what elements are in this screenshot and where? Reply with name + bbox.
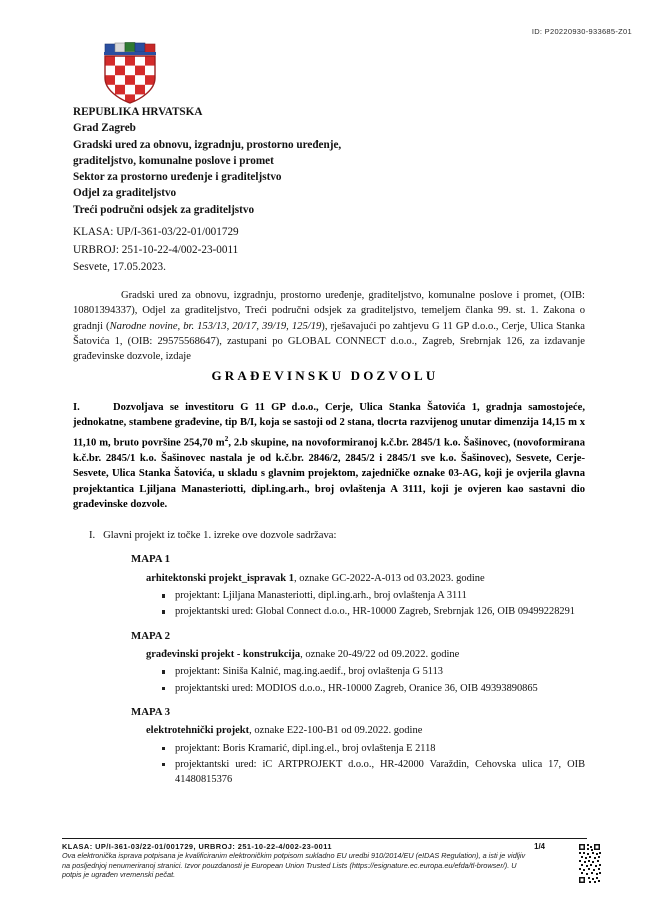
header-line-country: REPUBLIKA HRVATSKA <box>73 106 203 118</box>
footer-reference-line: KLASA: UP/I-361-03/22-01/001729, URBROJ: 251-10-22-4/002-23-0011 <box>62 842 332 851</box>
header-line-office-2: graditeljstvo, komunalne poslove i promet <box>73 154 274 167</box>
mapa-project-name: arhitektonski projekt_ispravak 1 <box>146 572 294 584</box>
list-item: projektant: Siniša Kalnić, mag.ing.aedif., broj ovlaštenja G 5113 <box>161 664 585 679</box>
mapa-title: MAPA 1 <box>131 553 171 566</box>
mapa-project-name: građevinski projekt - konstrukcija <box>146 649 301 661</box>
urbroj-line: URBROJ: 251-10-22-4/002-23-0011 <box>73 243 239 256</box>
mapa-bullet-list <box>131 588 585 619</box>
list-item: projektantski ured: iC ARTPROJEKT d.o.o., HR-42000 Varaždin, Cehovska ulica 17, OIB 41480815376 <box>161 757 585 787</box>
list-item: projektantski ured: MODIOS d.o.o., HR-10000 Zagreb, Oranice 36, OIB 49393890865 <box>161 681 585 696</box>
intro-part-2: ), rješavajući po zahtjevu G 11 GP d.o.o., Cerje, Ulica Stanka Šatovića 1, (OIB: 29575568647), zastupani po GLOBAL CONNECT d.o.o., Zagreb, Srebrnjak 126, za izdavanje građevinske dozvole, izdaje <box>73 320 585 363</box>
mapa-project-line <box>131 723 585 738</box>
intro-part-1: Gradski ured za obnovu, izgradnju, prostorno uređenje, graditeljstvo, komunalne poslove i promet, (OIB: 10801394337), Odjel za graditeljstvo, Treći područni odsjek za graditeljstvo, temeljem članka 99. st. 1. Zakona o gradnji ( <box>73 290 585 332</box>
header-line-subdepartment: Treći područni odsjek za graditeljstvo <box>73 203 255 216</box>
section-two <box>73 528 585 788</box>
article-one-numeral: I. <box>73 402 80 413</box>
mapa-bullet-list <box>131 741 585 788</box>
page-title: GRAĐEVINSKU DOZVOLU <box>211 368 439 383</box>
mapa-project-mark: , oznake 20-49/22 od 09.2022. godine <box>300 649 460 661</box>
mapa-group <box>73 629 585 696</box>
intro-paragraph <box>73 288 585 364</box>
klasa-line: KLASA: UP/I-361-03/22-01/001729 <box>73 226 239 238</box>
mapa-project-mark: , oznake GC-2022-A-013 od 03.2023. godine <box>294 572 485 584</box>
header-line-office-1: Gradski ured za obnovu, izgradnju, prostorno uređenje, <box>73 138 342 151</box>
mapa-project-line <box>131 647 585 662</box>
document-id-label: ID: P20220930-933685-Z01 <box>531 27 632 36</box>
place-date-line: Sesvete, 17.05.2023. <box>73 261 166 273</box>
mapa-group <box>73 705 585 787</box>
list-item: projektant: Ljiljana Manasteriotti, dipl.ing.arh., broj ovlaštenja A 3111 <box>161 588 585 603</box>
section-two-numeral: I. <box>89 530 96 541</box>
mapa-project-line <box>131 571 585 586</box>
article-one-text: Dozvoljava se investitoru G 11 GP d.o.o., Cerje, Ulica Stanka Šatovića 1, gradnja samostojeće, jednokatne, stambene građevine, tip B/I, koja se sastoji od 2 stana, tlocrta razvijenog unutar dimenzija 14,15 m x 11,10 m, bruto površine 254,70 m <box>73 402 585 449</box>
article-one-paragraph <box>73 400 585 512</box>
list-item: projektantski ured: Global Connect d.o.o., HR-10000 Zagreb, Srebrnjak 126, OIB 09499228291 <box>161 604 585 619</box>
mapa-title: MAPA 2 <box>131 629 171 642</box>
reference-block <box>73 224 239 277</box>
footer-signature-note: Ova elektronička isprava potpisana je kvalificiranim elektroničkim potpisom sukladno EU uredbi 910/2014/EU (eIDAS Regulation), a isti je vidljiv na posljednjoj nenumeriranoj stranici. Izvor pouzdanosti je European Union Trusted Lists (https://esignature.ec.europa.eu/efda/tl-browser/). U potpis je ugrađen vremenski pečat. <box>62 851 526 880</box>
mapa-bullet-list <box>131 664 585 695</box>
article-one-superscript: 2 <box>224 433 229 443</box>
header-line-city: Grad Zagreb <box>73 122 136 135</box>
header-line-sector: Sektor za prostorno uređenje i graditeljstvo <box>73 171 282 184</box>
article-one-text-after: , 2.b skupine, na novoformiranoj k.č.br. 2845/1 k.o. Šašinovec, (novoformirana k.č.br. 2845/1 k.o. Šašinovec nastala je od k.č.br. 2846/2, 2845/2 i 2845/1 sve k.o. Šašinovec), Sesvete, Cerje-Sesvete, Ulica Stanka Šatovića, u skladu s glavnim projektom, zajedničke oznake 03-AG, koji je ovjerila glavna projektantica Ljiljana Manasteriotti, dipl.ing.arh., broj ovlaštenja A 3111, koji je ovjeren kao sastavni dio građevinske dozvole. <box>73 437 585 510</box>
intro-law-citation: Narodne novine, br. 153/13, 20/17, 39/19, 125/19 <box>109 320 322 332</box>
page-footer <box>62 838 587 880</box>
page-number: 1/4 <box>534 842 545 851</box>
mapa-project-name: elektrotehnički projekt <box>146 725 250 737</box>
section-two-lead-text: Glavni projekt iz točke 1. izreke ove dozvole sadržava: <box>103 530 337 541</box>
list-item: projektant: Boris Kramarić, dipl.ing.el., broj ovlaštenja E 2118 <box>161 741 585 756</box>
croatian-coat-of-arms-icon <box>101 42 159 104</box>
section-two-lead <box>73 528 585 543</box>
header-line-department: Odjel za graditeljstvo <box>73 187 177 200</box>
qr-code-icon <box>578 843 602 885</box>
mapa-title: MAPA 3 <box>131 705 171 718</box>
authority-header <box>73 104 493 218</box>
mapa-group <box>73 552 585 619</box>
mapa-project-mark: , oznake E22-100-B1 od 09.2022. godine <box>249 725 423 737</box>
